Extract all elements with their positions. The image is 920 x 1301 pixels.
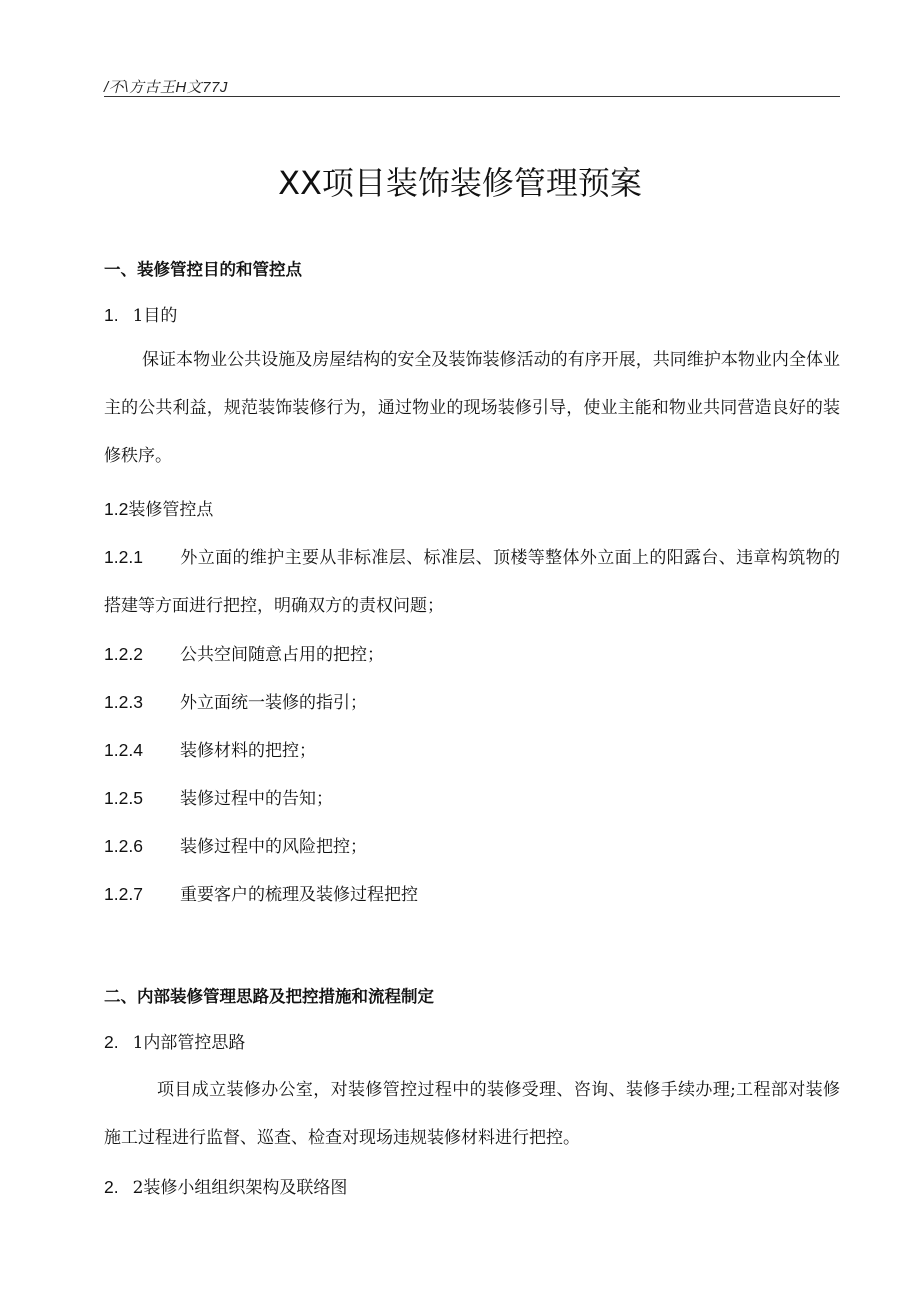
list-item-text: 外立面统一装修的指引； (180, 693, 367, 713)
list-item (104, 533, 840, 630)
list-item-number: 1.2.7 (104, 884, 143, 904)
subsection-2-2-number: 2. (104, 1177, 119, 1197)
list-item (104, 691, 367, 714)
purpose-paragraph (104, 336, 840, 480)
list-item-number: 1.2.4 (104, 740, 143, 760)
subsection-2-2-title: 2装修小组组织架构及联络图 (132, 1178, 348, 1198)
list-item-text: 公共空间随意占用的把控； (180, 645, 384, 665)
subsection-2-1-heading (104, 1031, 245, 1054)
subsection-2-2-heading (104, 1176, 347, 1199)
list-item (104, 787, 333, 810)
subsection-1-2-heading (104, 498, 213, 521)
list-item-1-2-1 (104, 533, 840, 630)
list-item-text: 装修材料的把控； (180, 741, 316, 761)
document-title: XX项目装饰装修管理预案 (278, 164, 642, 202)
list-item (104, 883, 418, 906)
list-item-text: 外立面的维护主要从非标准层、标准层、顶楼等整体外立面上的阳露台、违章构筑物的搭建等方面进行把控，明确双方的责权问题； (104, 548, 840, 616)
internal-control-paragraph-text: 项目成立装修办公室，对装修管控过程中的装修受理、咨询、装修手续办理;工程部对装修施工过程进行监督、巡查、检查对现场违规装修材料进行把控。 (104, 1080, 840, 1148)
list-item-number: 1.2.6 (104, 836, 143, 856)
list-item (104, 739, 316, 762)
list-item-text: 装修过程中的风险把控； (180, 837, 367, 857)
subsection-1-1-heading (104, 304, 177, 327)
subsection-1-1-title: 1目的 (132, 306, 178, 326)
list-item-number: 1.2.2 (104, 644, 143, 664)
list-item-text: 装修过程中的告知； (180, 789, 333, 809)
list-item-number: 1.2.1 (104, 547, 143, 567)
subsection-1-2-title: 装修管控点 (128, 500, 214, 520)
list-item-number: 1.2.3 (104, 692, 143, 712)
subsection-2-1-number: 2. (104, 1032, 119, 1052)
list-item-text: 重要客户的梳理及装修过程把控 (180, 885, 418, 905)
running-header: /不\方古王H文77J (104, 79, 228, 96)
subsection-2-1-title: 1内部管控思路 (132, 1033, 246, 1053)
subsection-1-2-number: 1.2 (104, 499, 129, 519)
section-1-heading: 一、装修管控目的和管控点 (104, 260, 302, 279)
internal-control-paragraph (104, 1066, 840, 1162)
list-item-number: 1.2.5 (104, 788, 143, 808)
header-divider (104, 96, 840, 97)
list-item (104, 835, 367, 858)
section-2-heading: 二、内部装修管理思路及把控措施和流程制定 (104, 987, 434, 1006)
subsection-1-1-number: 1. (104, 305, 119, 325)
list-item (104, 643, 384, 666)
purpose-paragraph-text: 保证本物业公共设施及房屋结构的安全及装饰装修活动的有序开展，共同维护本物业内全体业主的公共利益，规范装饰装修行为，通过物业的现场装修引导，使业主能和物业共同营造良好的装修秩序。 (104, 350, 840, 466)
